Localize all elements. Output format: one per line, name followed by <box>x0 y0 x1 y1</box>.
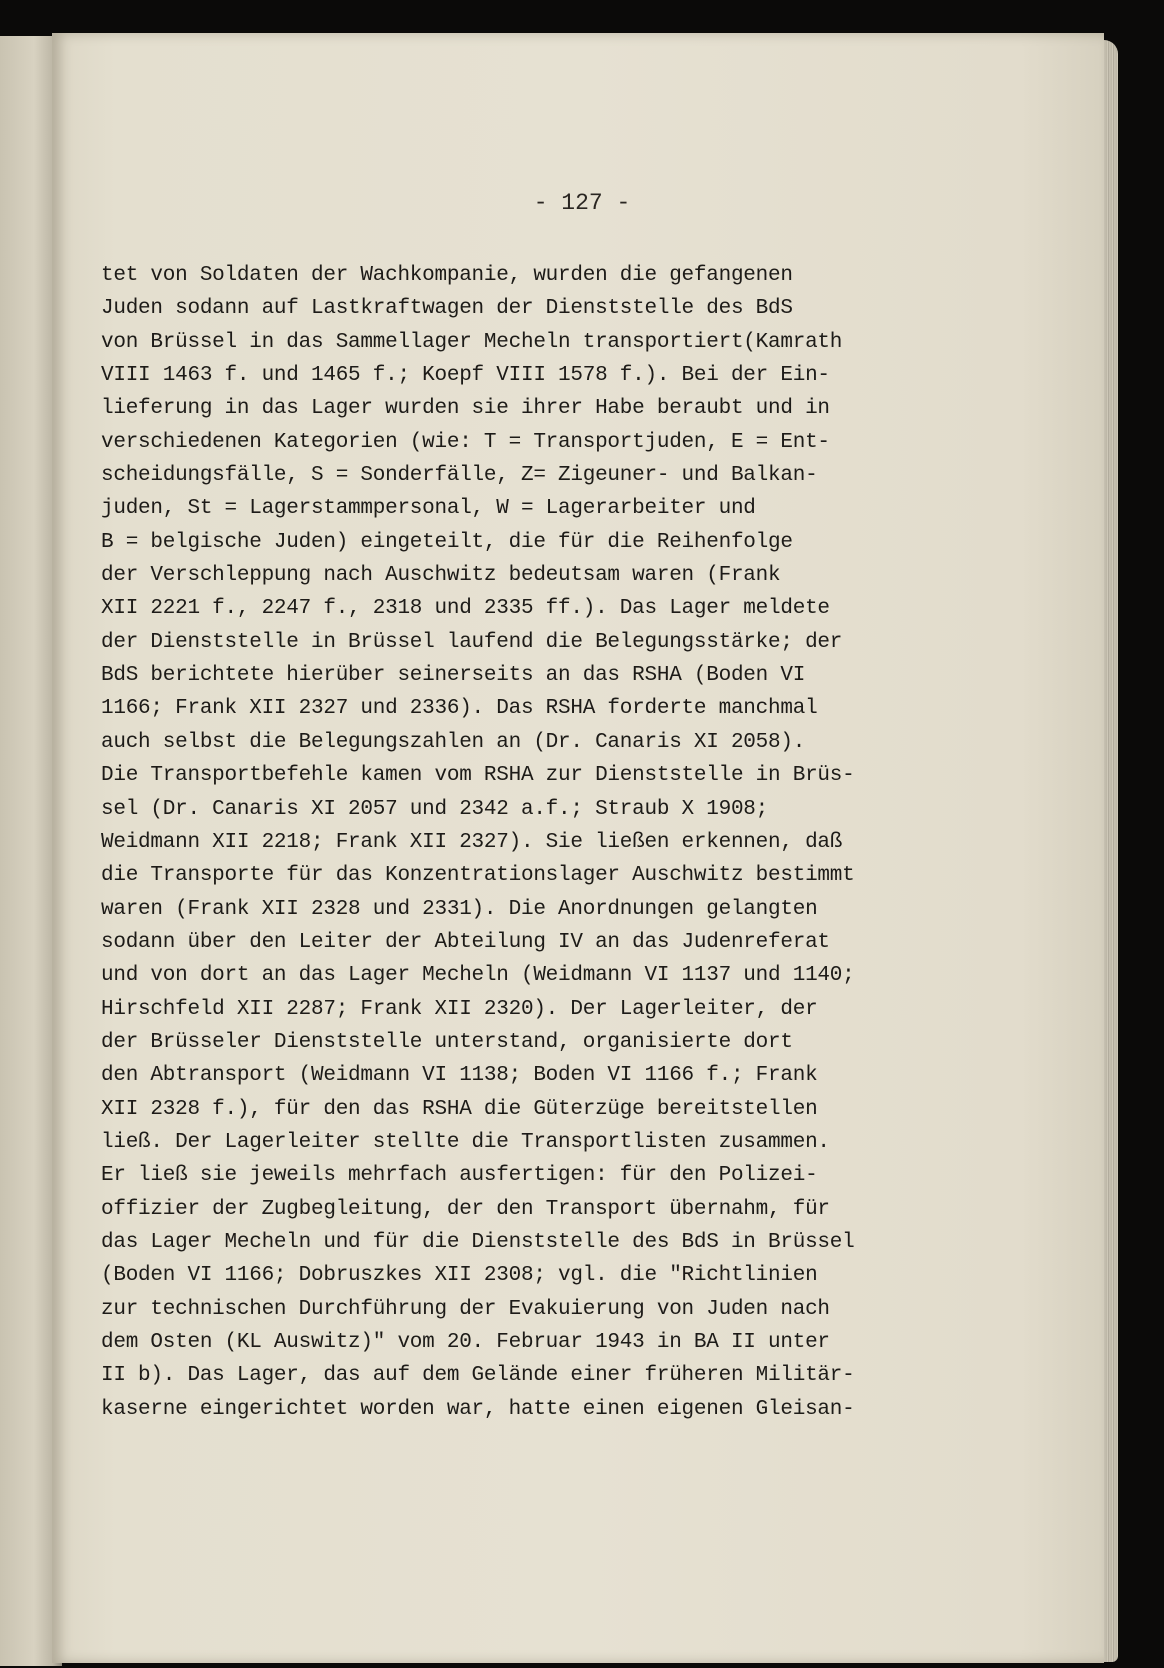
text-line: der Brüsseler Dienststelle unterstand, organisierte dort <box>101 1030 793 1054</box>
text-line: der Dienststelle in Brüssel laufend die Belegungsstärke; der <box>101 630 843 654</box>
body-text <box>101 259 1101 1426</box>
text-line: Die Transportbefehle kamen vom RSHA zur Dienststelle in Brüs- <box>101 764 855 788</box>
text-line: Weidmann XII 2218; Frank XII 2327). Sie ließen erkennen, daß <box>101 830 843 854</box>
text-line: 1166; Frank XII 2327 und 2336). Das RSHA forderte manchmal <box>101 697 818 721</box>
text-line: Hirschfeld XII 2287; Frank XII 2320). Der Lagerleiter, der <box>101 997 818 1021</box>
text-line: waren (Frank XII 2328 und 2331). Die Anordnungen gelangten <box>101 897 818 921</box>
text-line: II b). Das Lager, das auf dem Gelände einer früheren Militär- <box>101 1364 855 1388</box>
text-line: den Abtransport (Weidmann VI 1138; Boden VI 1166 f.; Frank <box>101 1064 818 1088</box>
text-line: VIII 1463 f. und 1465 f.; Koepf VIII 1578 f.). Bei der Ein- <box>101 364 830 388</box>
text-line: tet von Soldaten der Wachkompanie, wurden die gefangenen <box>101 264 793 287</box>
text-line: dem Osten (KL Auswitz)" vom 20. Februar 1943 in BA II unter <box>101 1331 830 1354</box>
text-line: sodann über den Leiter der Abteilung IV an das Judenreferat <box>101 930 830 954</box>
text-line: scheidungsfälle, S = Sonderfälle, Z= Zigeuner- und Balkan- <box>101 464 818 488</box>
text-line: Er ließ sie jeweils mehrfach ausfertigen: für den Polizei- <box>101 1164 818 1188</box>
text-line: (Boden VI 1166; Dobruszkes XII 2308; vgl. die "Richtlinien <box>101 1264 818 1288</box>
text-line: BdS berichtete hierüber seinerseits an das RSHA (Boden VI <box>101 664 806 688</box>
text-line: das Lager Mecheln und für die Dienststelle des BdS in Brüssel <box>101 1230 855 1254</box>
text-line: lieferung in das Lager wurden sie ihrer Habe beraubt und in <box>101 397 830 421</box>
text-line: der Verschleppung nach Auschwitz bedeutsam waren (Frank <box>101 564 781 588</box>
text-line: von Brüssel in das Sammellager Mecheln transportiert(Kamrath <box>101 330 843 354</box>
text-line: die Transporte für das Konzentrationslager Auschwitz bestimmt <box>101 864 855 888</box>
text-line: ließ. Der Lagerleiter stellte die Transportlisten zusammen. <box>101 1130 830 1154</box>
text-line: verschiedenen Kategorien (wie: T = Transportjuden, E = Ent- <box>101 430 830 454</box>
text-line: zur technischen Durchführung der Evakuierung von Juden nach <box>101 1297 830 1321</box>
text-line: kaserne eingerichtet worden war, hatte einen eigenen Gleisan- <box>101 1397 855 1421</box>
text-line: sel (Dr. Canaris XI 2057 und 2342 a.f.; Straub X 1908; <box>101 797 769 821</box>
text-line: juden, St = Lagerstammpersonal, W = Lagerarbeiter und <box>101 497 756 521</box>
text-line: XII 2221 f., 2247 f., 2318 und 2335 ff.). Das Lager meldete <box>101 597 830 621</box>
text-line: auch selbst die Belegungszahlen an (Dr. Canaris XI 2058). <box>101 730 806 754</box>
text-line: XII 2328 f.), für den das RSHA die Güterzüge bereitstellen <box>101 1097 818 1121</box>
text-line: offizier der Zugbegleitung, der den Transport übernahm, für <box>101 1197 830 1221</box>
page-number: - 127 - <box>533 190 631 216</box>
text-line: und von dort an das Lager Mecheln (Weidmann VI 1137 und 1140; <box>101 964 855 988</box>
text-line: B = belgische Juden) eingeteilt, die für die Reihenfolge <box>101 530 793 554</box>
text-line: Juden sodann auf Lastkraftwagen der Dienststelle des BdS <box>101 297 793 321</box>
